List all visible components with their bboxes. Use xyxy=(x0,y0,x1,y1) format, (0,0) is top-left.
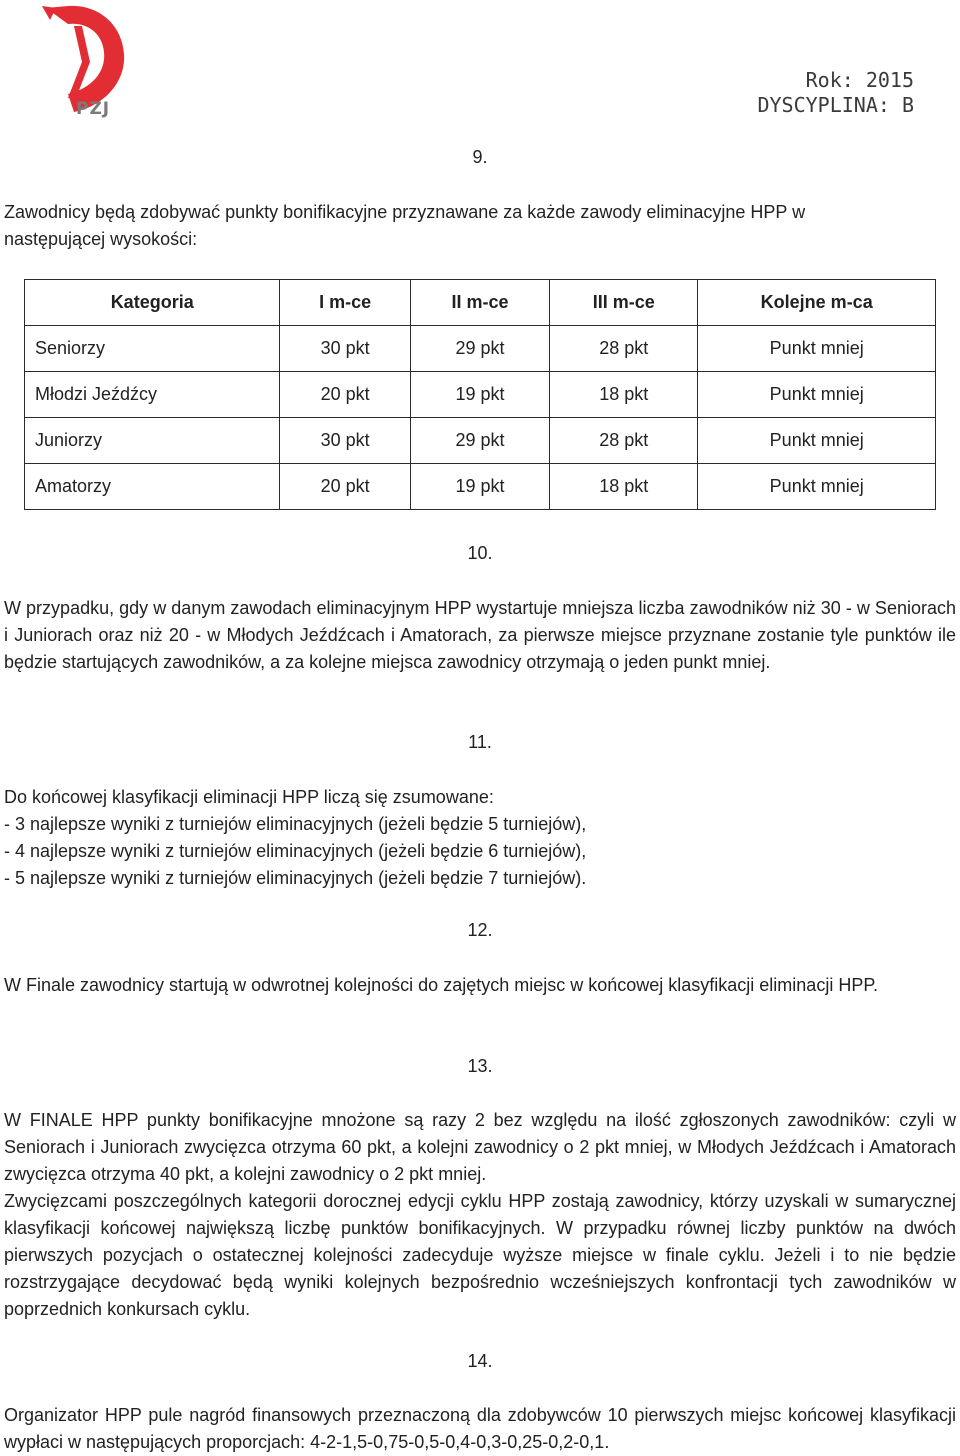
cell-third: 18 pkt xyxy=(550,464,698,510)
section-11-list xyxy=(4,784,956,892)
section-14-text: Organizator HPP pule nagród finansowych przeznaczoną dla zdobywców 10 pierwszych miejsc końcowej klasyfikacji wypłaci w następujących proporcjach: 4-2-1,5-0,75-0,5-0,4-0,3-0,25-0,2-0,1. xyxy=(4,1405,956,1452)
cell-category: Juniorzy xyxy=(25,418,280,464)
cell-third: 18 pkt xyxy=(550,372,698,418)
section-number-14: 14. xyxy=(467,1351,493,1371)
section-13-text-2: Zwycięzcami poszczególnych kategorii dorocznej edycji cyklu HPP zostają zawodnicy, którzy uzyskali w sumarycznej klasyfikacji końcowej największą liczbę punktów bonifikacyjnych. W przypadku równej liczby punktów na dwóch pierwszych pozycjach o ostatecznej kolejności zadecyduje wyższe miejsce w finale cyklu. Jeżeli i to nie będzie rozstrzygające decydować będą wyniki kolejnych bezpośrednio wcześniejszych konfrontacji tych zawodników w poprzednich konkursach cyklu. xyxy=(4,1191,956,1319)
cell-first: 20 pkt xyxy=(280,464,410,510)
cell-second: 19 pkt xyxy=(410,372,549,418)
cell-second: 29 pkt xyxy=(410,326,549,372)
discipline-label: DYSCYPLINA: B xyxy=(757,93,914,117)
points-table xyxy=(24,279,936,510)
header-third-place: III m-ce xyxy=(550,280,698,326)
cell-next: Punkt mniej xyxy=(698,418,936,464)
section-11-line-3: - 4 najlepsze wyniki z turniejów eliminacyjnych (jeżeli będzie 6 turniejów), xyxy=(4,841,587,861)
cell-next: Punkt mniej xyxy=(698,326,936,372)
cell-category: Seniorzy xyxy=(25,326,280,372)
cell-second: 19 pkt xyxy=(410,464,549,510)
document-header xyxy=(757,68,914,118)
cell-second: 29 pkt xyxy=(410,418,549,464)
header-next-places: Kolejne m-ca xyxy=(698,280,936,326)
cell-next: Punkt mniej xyxy=(698,372,936,418)
logo-text: PZJ xyxy=(76,99,111,119)
table-row xyxy=(25,418,936,464)
section-11-line-2: - 3 najlepsze wyniki z turniejów eliminacyjnych (jeżeli będzie 5 turniejów), xyxy=(4,814,587,834)
header-kategoria: Kategoria xyxy=(25,280,280,326)
cell-category: Amatorzy xyxy=(25,464,280,510)
section-9-line-1: Zawodnicy będą zdobywać punkty bonifikacyjne przyznawane za każde zawody eliminacyjne HPP w xyxy=(4,202,806,222)
header-second-place: II m-ce xyxy=(410,280,549,326)
cell-next: Punkt mniej xyxy=(698,464,936,510)
year-label: Rok: 2015 xyxy=(805,68,914,92)
table-row xyxy=(25,372,936,418)
cell-first: 20 pkt xyxy=(280,372,410,418)
header-first-place: I m-ce xyxy=(280,280,410,326)
cell-third: 28 pkt xyxy=(550,418,698,464)
section-number-10: 10. xyxy=(467,543,493,563)
section-number-11: 11. xyxy=(468,732,492,752)
pzj-logo xyxy=(38,2,130,124)
section-11-line-1: Do końcowej klasyfikacji eliminacji HPP liczą się zsumowane: xyxy=(4,787,494,807)
section-13-text-1: W FINALE HPP punkty bonifikacyjne mnożone są razy 2 bez względu na ilość zgłoszonych zawodników: czyli w Seniorach i Juniorach zwycięzca otrzyma 60 pkt, a kolejni zawodnicy o 2 pkt mniej, w Młodych Jeźdźcach i Amatorach zwycięzca otrzyma 40 pkt, a kolejni zawodnicy o 2 pkt mniej. xyxy=(4,1110,956,1184)
cell-category: Młodzi Jeźdźcy xyxy=(25,372,280,418)
table-row xyxy=(25,326,936,372)
section-12-text: W Finale zawodnicy startują w odwrotnej kolejności do zajętych miejsc w końcowej klasyfikacji eliminacji HPP. xyxy=(4,975,879,995)
cell-third: 28 pkt xyxy=(550,326,698,372)
section-9-line-2: następującej wysokości: xyxy=(4,229,198,249)
section-9-intro xyxy=(4,199,956,253)
section-11-line-4: - 5 najlepsze wyniki z turniejów eliminacyjnych (jeżeli będzie 7 turniejów). xyxy=(4,868,587,888)
section-number-12: 12. xyxy=(467,920,493,940)
cell-first: 30 pkt xyxy=(280,418,410,464)
cell-first: 30 pkt xyxy=(280,326,410,372)
table-header-row xyxy=(25,280,936,326)
section-10-text: W przypadku, gdy w danym zawodach eliminacyjnym HPP wystartuje mniejsza liczba zawodników niż 30 - w Seniorach i Juniorach oraz niż 20 - w Młodych Jeźdźcach i Amatorach, za pierwsze miejsce przyznane zostanie tyle punktów ile będzie startujących zawodników, a za kolejne miejsca zawodnicy otrzymają o jeden punkt mniej. xyxy=(4,598,956,672)
section-number-13: 13. xyxy=(467,1056,493,1076)
section-number-9: 9. xyxy=(472,147,488,167)
table-row xyxy=(25,464,936,510)
